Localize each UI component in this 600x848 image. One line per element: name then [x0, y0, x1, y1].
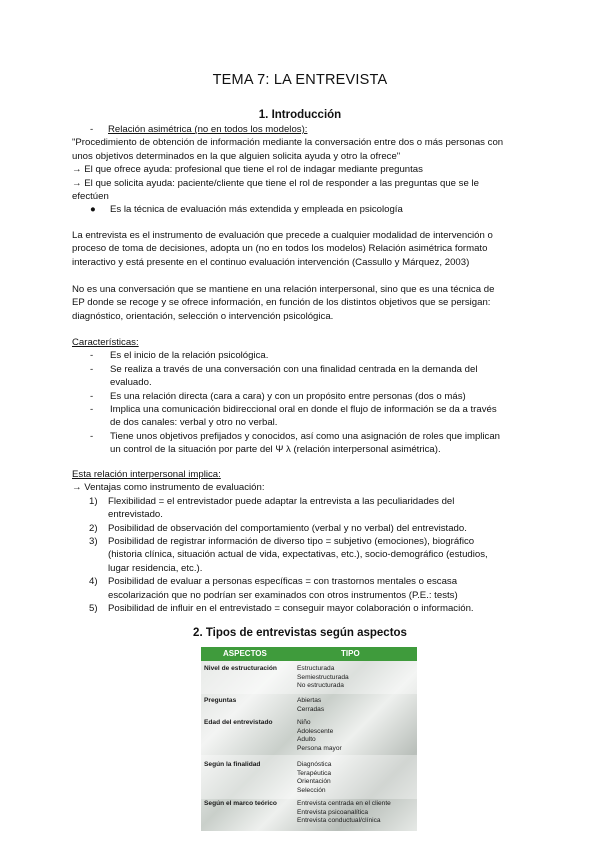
- table-cell-aspect: Según el marco teórico: [204, 800, 277, 807]
- table-cell-aspect: Edad del entrevistado: [204, 719, 273, 726]
- table-cell-type: Entrevista psicoanalítica: [297, 808, 369, 816]
- table-cell-type: Entrevista centrada en el cliente: [297, 800, 391, 807]
- table-cell-type: Semiestructurada: [297, 673, 349, 681]
- item-text: lugar residencia, etc.).: [108, 562, 203, 574]
- caracteristicas-block: [72, 336, 532, 457]
- dash-marker: -: [90, 124, 94, 135]
- list-item-text: evaluado.: [110, 377, 152, 389]
- item-text: Posibilidad de evaluar a personas específicas = con trastornos mentales o escasa: [108, 576, 458, 588]
- list-item-text: Implica una comunicación bidireccional oral en donde el flujo de información se da a través: [110, 404, 497, 416]
- list-item: [72, 403, 532, 430]
- numbered-item: [72, 575, 532, 602]
- paragraph-line: diagnóstico, orientación, selección o intervención psicológica.: [72, 310, 334, 322]
- table-cell-type: Niño: [297, 719, 311, 726]
- item-number: 1): [89, 495, 98, 507]
- numbered-item: [72, 535, 532, 575]
- table-cell-types: [297, 697, 415, 714]
- list-item: [72, 349, 532, 362]
- table-cell-types: [297, 800, 415, 826]
- dash-marker: -: [90, 404, 94, 416]
- item-number: 4): [89, 576, 98, 588]
- list-item-text: Tiene unos objetivos prefijados y conocidos, así como una asignación de roles que implican: [110, 430, 501, 442]
- table-cell-type: Diagnóstica: [297, 761, 332, 768]
- table-cell-type: Entrevista conductual/clínica: [297, 817, 381, 825]
- column-header-tipo: TIPO: [341, 649, 360, 658]
- page-title: TEMA 7: LA ENTREVISTA: [212, 72, 388, 88]
- table-cell-aspect: Según la finalidad: [204, 761, 261, 768]
- paragraph-line: EP donde se recoge y se ofrece información, en función de los distintos objetivos que se persigan:: [72, 297, 491, 309]
- arrow-line: → El que solicita ayuda: paciente/cliente que tiene el rol de responder a las preguntas que se le: [72, 177, 479, 189]
- list-item-text: Se realiza a través de una conversación con una finalidad centrada en la demanda del: [110, 363, 478, 375]
- arrow-line: → El que ofrece ayuda: profesional que tiene el rol de indagar mediante preguntas: [72, 164, 423, 176]
- table-cell-aspect: Preguntas: [204, 697, 237, 704]
- paragraph-1: [72, 229, 532, 269]
- table-cell-type: Selección: [297, 786, 326, 794]
- paragraph-line: No es una conversación que se mantiene en una relación interpersonal, sino que es una técnica de: [72, 284, 495, 295]
- arrow-line: efectúen: [72, 191, 109, 203]
- section-heading-tipos: 2. Tipos de entrevistas según aspectos: [193, 627, 407, 639]
- item-text: entrevistado.: [108, 509, 163, 521]
- table-cell-aspect: Nivel de estructuración: [204, 665, 277, 672]
- table-cell-type: Adolescente: [297, 727, 334, 735]
- tipos-table: [201, 647, 417, 831]
- list-item: [72, 430, 532, 457]
- table-cell-types: [297, 719, 415, 753]
- item-number: 2): [89, 522, 98, 534]
- table-cell-type: Terapéutica: [297, 769, 332, 777]
- item-text: Flexibilidad = el entrevistador puede adaptar la entrevista a las peculiaridades del: [108, 495, 455, 507]
- list-item-text: Es una relación directa (cara a cara) y con un propósito entre personas (dos o más): [110, 390, 466, 402]
- table-cell-type: Persona mayor: [297, 744, 342, 752]
- numbered-item: [72, 522, 532, 535]
- item-text: Posibilidad de registrar información de diverso tipo = subjetivo (emociones), biográfico: [108, 536, 475, 548]
- section-heading-introduccion: 1. Introducción: [258, 109, 342, 121]
- quote-line: "Procedimiento de obtención de información mediante la conversación entre dos o más personas con: [72, 137, 504, 149]
- table-cell-types: [297, 665, 415, 691]
- paragraph-line: proceso de toma de decisiones, adopta un (no en todos los modelos) Relación asimétrica formato: [72, 243, 488, 255]
- paragraph-line: La entrevista es el instrumento de evaluación que precede a cualquier modalidad de intervención o: [72, 230, 493, 241]
- table-cell-type: Orientación: [297, 778, 331, 786]
- table-cell-type: Adulto: [297, 736, 316, 744]
- item-text: Posibilidad de influir en el entrevistado = conseguir mayor colaboración o información.: [108, 603, 474, 615]
- item-text: escolarización que no podrían ser examinados con otros instrumentos (P.E.: tests): [108, 589, 458, 601]
- paragraph-2: [72, 283, 532, 323]
- relacion-block: [72, 468, 532, 615]
- subheading-line: [72, 123, 532, 136]
- item-number: 5): [89, 603, 98, 615]
- quote-line: unos objetivos determinados en la que alguien solicita ayuda y otro la ofrece": [72, 150, 401, 162]
- list-item: [72, 390, 532, 403]
- table-header: [201, 647, 417, 661]
- bullet-text: Es la técnica de evaluación más extendida y empleada en psicología: [110, 204, 403, 216]
- item-number: 3): [89, 536, 98, 548]
- paragraph-line: interactivo y está presente en el continuo evaluación intervención (Cassullo y Márquez, 2003): [72, 256, 470, 268]
- intro-block: [72, 123, 532, 217]
- bullet-item: [72, 203, 532, 216]
- bullet-marker: ●: [90, 204, 96, 216]
- list-item-text: Es el inicio de la relación psicológica.: [110, 350, 269, 362]
- subheading-relacion-asimetrica: Relación asimétrica (no en todos los modelos):: [108, 124, 308, 135]
- numbered-item: [72, 602, 532, 615]
- table-cell-type: No estructurada: [297, 682, 344, 690]
- relacion-heading: Esta relación interpersonal implica:: [72, 469, 221, 480]
- caracteristicas-heading: Características:: [72, 337, 139, 348]
- ventajas-line: → Ventajas como instrumento de evaluación:: [72, 482, 265, 494]
- table-cell-type: Estructurada: [297, 665, 335, 672]
- item-text: (historia clínica, situación actual de vida, expectativas, etc.), socio-demográfico (estudios,: [108, 549, 488, 561]
- table-cell-type: Abiertas: [297, 697, 322, 704]
- table-cell-types: [297, 761, 415, 795]
- item-text: Posibilidad de observación del comportamiento (verbal y no verbal) del entrevistado.: [108, 522, 467, 534]
- list-item-text: de dos canales: verbal y otro no verbal.: [110, 417, 278, 429]
- dash-marker: -: [90, 430, 94, 442]
- dash-marker: -: [90, 350, 94, 362]
- numbered-item: [72, 495, 532, 522]
- column-header-aspectos: ASPECTOS: [223, 649, 267, 658]
- table-cell-type: Cerradas: [297, 705, 325, 713]
- list-item: [72, 363, 532, 390]
- list-item-text: un control de la situación por parte del Ψ λ (relación interpersonal asimétrica).: [110, 444, 441, 456]
- dash-marker: -: [90, 390, 94, 402]
- dash-marker: -: [90, 363, 94, 375]
